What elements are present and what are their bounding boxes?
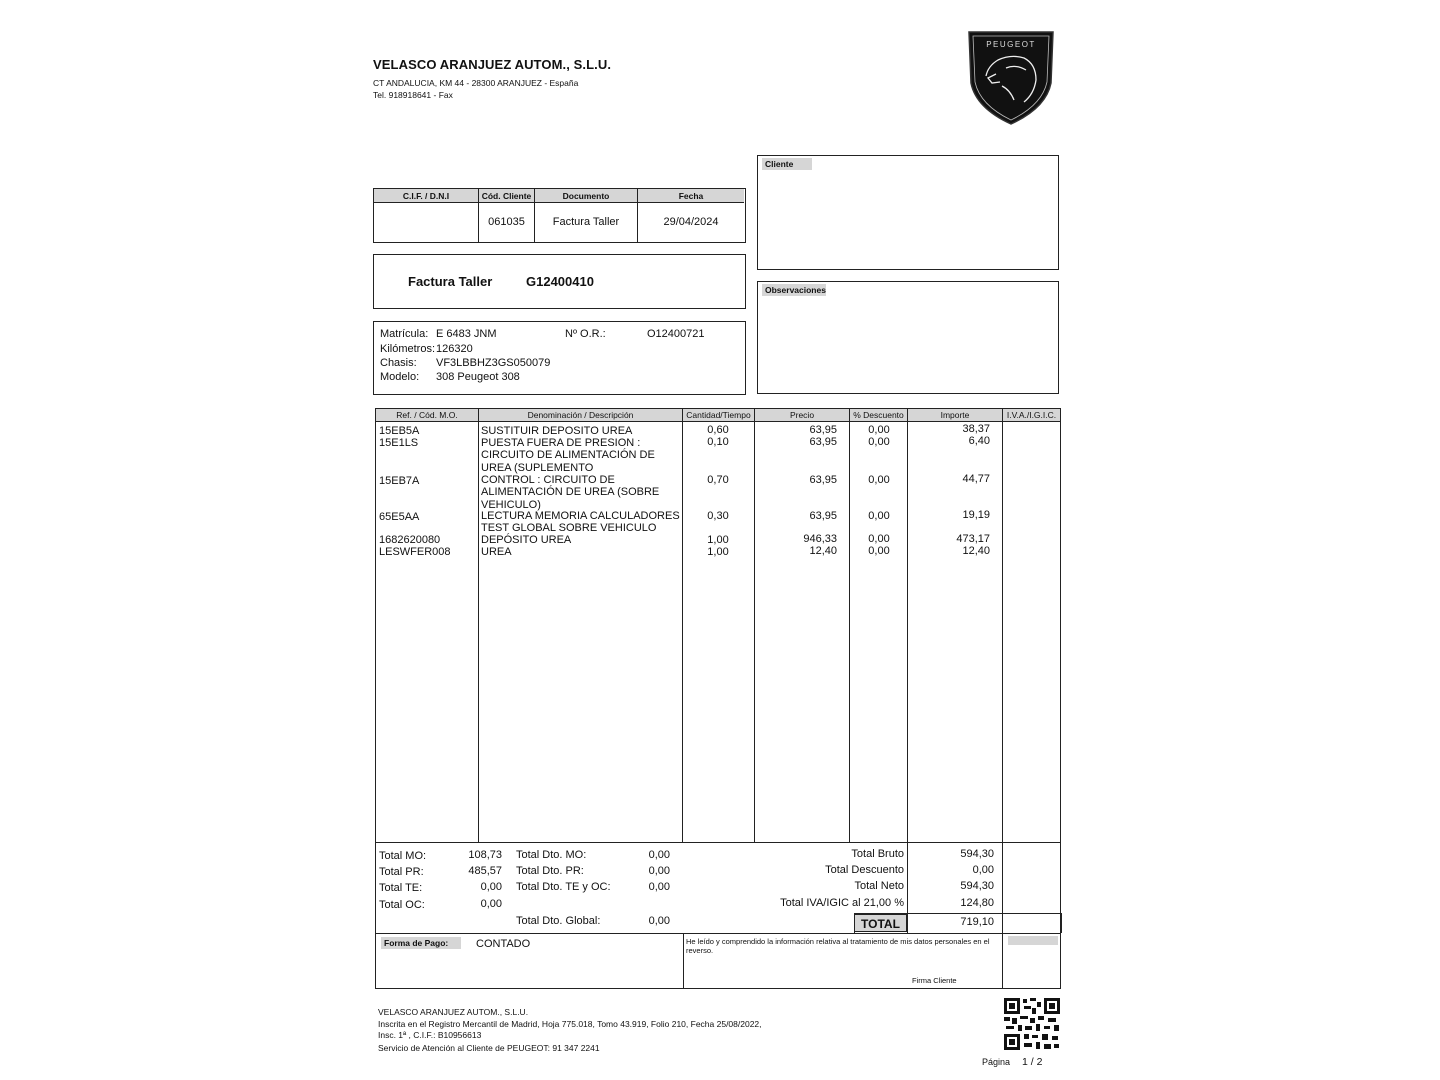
footer-cif: Insc. 1ª , C.I.F.: B10956613 <box>378 1030 482 1040</box>
col-iva: I.V.A./I.G.I.C. <box>1003 409 1060 422</box>
divider <box>683 934 684 988</box>
row-1-ref: 15EB5A <box>379 425 420 437</box>
row-2-ref: 15E1LS <box>379 437 419 449</box>
total-te-value: 0,00 <box>480 881 502 893</box>
row-2-price: 63,95 <box>809 436 837 448</box>
row-6-ref: LESWFER008 <box>379 546 451 558</box>
documento-value: Factura Taller <box>535 203 638 242</box>
total-bruto-label: Total Bruto <box>851 848 904 860</box>
header-fecha: Fecha <box>638 189 744 203</box>
total-dto-pr-value: 0,00 <box>648 865 670 877</box>
divider <box>1002 409 1003 842</box>
row-4-amount: 19,19 <box>962 509 990 521</box>
row-6-amount: 12,40 <box>962 545 990 557</box>
total-iva-value: 124,80 <box>960 897 994 909</box>
row-4-disc: 0,00 <box>868 510 890 522</box>
privacy-consent-text: He leído y comprendido la información relativa al tratamiento de mis datos personales en el reverso. <box>686 937 990 955</box>
total-descuento-label: Total Descuento <box>825 864 904 876</box>
invoice-number: G12400410 <box>526 274 594 289</box>
row-5-amount: 473,17 <box>956 533 990 545</box>
total-descuento-value: 0,00 <box>972 864 994 876</box>
row-2-desc-line3: UREA (SUPLEMENTO <box>481 462 594 474</box>
or-value: O12400721 <box>647 328 705 340</box>
totals-box <box>375 843 1061 934</box>
col-ref: Ref. / Cód. M.O. <box>376 409 479 422</box>
total-dto-pr-label: Total Dto. PR: <box>516 865 584 877</box>
total-pr-value: 485,57 <box>468 865 502 877</box>
cliente-box <box>757 155 1059 270</box>
row-2-desc-line2: CIRCUITO DE ALIMENTACIÓN DE <box>481 449 655 461</box>
cliente-label: Cliente <box>762 158 812 170</box>
payment-box <box>375 933 1061 989</box>
total-pr-label: Total PR: <box>379 866 424 878</box>
signature-label: Firma Cliente <box>912 976 957 985</box>
row-4-desc-line2: TEST GLOBAL SOBRE VEHICULO <box>481 522 657 534</box>
footer-company: VELASCO ARANJUEZ AUTOM., S.L.U. <box>378 1007 529 1017</box>
row-3-price: 63,95 <box>809 474 837 486</box>
col-price: Precio <box>755 409 850 422</box>
row-4-desc: LECTURA MEMORIA CALCULADORES <box>481 510 680 522</box>
matricula-value: E 6483 JNM <box>436 328 497 340</box>
km-label: Kilómetros: <box>380 343 436 355</box>
vehicle-info-box <box>373 321 746 395</box>
header-cif: C.I.F. / D.N.I <box>374 189 479 203</box>
row-5-disc: 0,00 <box>868 533 890 545</box>
company-address: CT ANDALUCIA, KM 44 - 28300 ARANJUEZ - España <box>373 78 579 88</box>
cod-cliente-value: 061035 <box>479 203 535 242</box>
footer-registry: Inscrita en el Registro Mercantil de Madrid, Hoja 775.018, Tomo 43.919, Folio 210, Fecha 25/08/2022, <box>378 1019 762 1029</box>
row-2-qty: 0,10 <box>707 436 729 448</box>
row-1-desc: SUSTITUIR DEPOSITO UREA <box>481 425 633 437</box>
peugeot-logo-icon <box>966 28 1056 126</box>
col-desc: Denominación / Descripción <box>479 409 683 422</box>
total-dto-te-oc-label: Total Dto. TE y OC: <box>516 881 611 893</box>
row-4-ref: 65E5AA <box>379 511 420 523</box>
total-dto-global-value: 0,00 <box>648 915 670 927</box>
total-mo-value: 108,73 <box>468 849 502 861</box>
observaciones-label: Observaciones <box>762 284 826 296</box>
matricula-label: Matrícula: <box>380 328 429 340</box>
row-3-ref: 15EB7A <box>379 475 420 487</box>
row-2-disc: 0,00 <box>868 436 890 448</box>
chasis-label: Chasis: <box>380 357 417 369</box>
row-5-desc: DEPÓSITO UREA <box>481 534 572 546</box>
col-amount: Importe <box>908 409 1003 422</box>
row-4-qty: 0,30 <box>707 510 729 522</box>
row-1-qty: 0,60 <box>707 424 729 436</box>
invoice-number-box <box>373 254 746 309</box>
company-name: VELASCO ARANJUEZ AUTOM., S.L.U. <box>373 57 612 72</box>
invoice-type-label: Factura Taller <box>408 274 493 289</box>
row-5-qty: 1,00 <box>707 534 729 546</box>
row-6-qty: 1,00 <box>707 546 729 558</box>
total-oc-label: Total OC: <box>379 899 425 911</box>
row-3-amount: 44,77 <box>962 473 990 485</box>
total-bruto-value: 594,30 <box>960 848 994 860</box>
chasis-value: VF3LBBHZ3GS050079 <box>436 357 551 369</box>
row-3-disc: 0,00 <box>868 474 890 486</box>
row-1-price: 63,95 <box>809 424 837 436</box>
row-3-desc-line2: ALIMENTACIÓN DE UREA (SOBRE <box>481 486 660 498</box>
row-6-price: 12,40 <box>809 545 837 557</box>
payment-method-value: CONTADO <box>476 938 531 950</box>
total-te-label: Total TE: <box>379 882 423 894</box>
divider <box>754 409 755 842</box>
document-info-table <box>373 188 746 243</box>
fecha-value: 29/04/2024 <box>663 216 719 228</box>
row-6-desc: UREA <box>481 546 512 558</box>
total-dto-te-oc-value: 0,00 <box>648 881 670 893</box>
row-3-qty: 0,70 <box>707 474 729 486</box>
row-3-desc-line3: VEHICULO) <box>481 499 541 511</box>
total-dto-mo-label: Total Dto. MO: <box>516 849 587 861</box>
km-value: 126320 <box>436 343 473 355</box>
row-4-price: 63,95 <box>809 510 837 522</box>
row-1-amount: 38,37 <box>962 423 990 435</box>
total-dto-mo-value: 0,00 <box>648 849 670 861</box>
total-neto-label: Total Neto <box>854 880 904 892</box>
header-cod-cliente: Cód. Cliente <box>479 189 535 203</box>
row-6-disc: 0,00 <box>868 545 890 557</box>
row-5-ref: 1682620080 <box>379 534 441 546</box>
col-qty: Cantidad/Tiempo <box>683 409 755 422</box>
row-2-desc: PUESTA FUERA DE PRESION : <box>481 437 641 449</box>
total-neto-value: 594,30 <box>960 880 994 892</box>
modelo-value: 308 Peugeot 308 <box>436 371 520 383</box>
col-disc: % Descuento <box>850 409 908 422</box>
footer-service: Servicio de Atención al Cliente de PEUGEOT: 91 347 2241 <box>378 1043 600 1053</box>
total-dto-global-label: Total Dto. Global: <box>516 915 601 927</box>
header-documento: Documento <box>535 189 638 203</box>
total-mo-label: Total MO: <box>379 850 427 862</box>
row-3-desc: CONTROL : CIRCUITO DE <box>481 474 615 486</box>
total-iva-label: Total IVA/IGIC al 21,00 % <box>780 897 904 909</box>
qr-code-icon <box>1004 998 1060 1050</box>
signature-tag <box>1008 936 1058 945</box>
modelo-label: Modelo: <box>380 371 420 383</box>
row-2-amount: 6,40 <box>968 435 990 447</box>
or-label: Nº O.R.: <box>565 328 606 340</box>
items-table <box>375 408 1061 843</box>
grand-total-value: 719,10 <box>960 916 994 928</box>
divider <box>1002 934 1003 988</box>
cif-value <box>374 203 479 242</box>
grand-total-label: TOTAL <box>854 914 907 932</box>
page-label: Página <box>982 1057 1011 1067</box>
row-1-disc: 0,00 <box>868 424 890 436</box>
payment-method-label: Forma de Pago: <box>381 937 461 949</box>
observaciones-box <box>757 281 1059 394</box>
page-number: 1 / 2 <box>1022 1056 1043 1068</box>
row-5-price: 946,33 <box>803 533 837 545</box>
svg-text:PEUGEOT: PEUGEOT <box>986 40 1036 49</box>
total-oc-value: 0,00 <box>480 898 502 910</box>
company-phone: Tel. 918918641 - Fax <box>373 90 453 100</box>
divider <box>478 409 479 842</box>
